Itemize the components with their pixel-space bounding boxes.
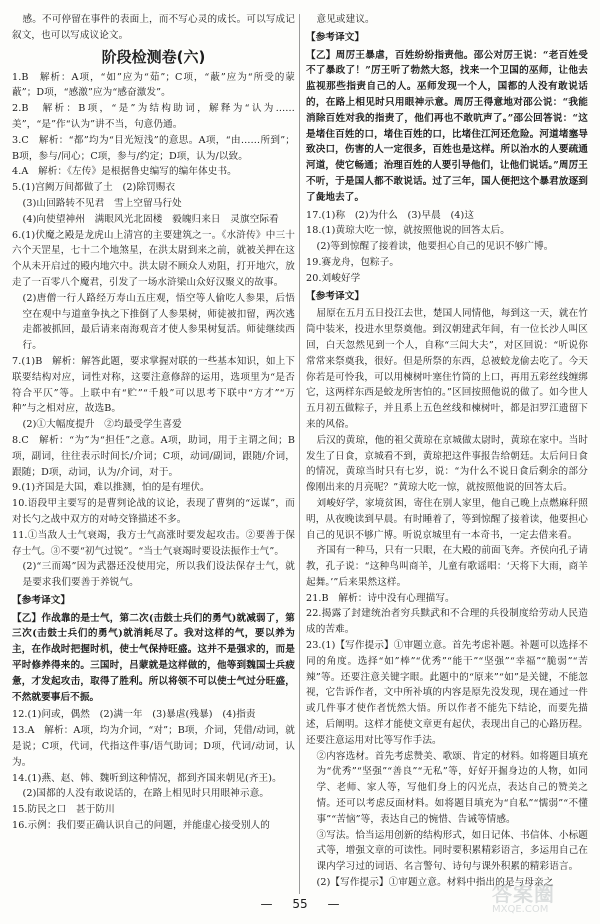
left-answer-line-18: 12.(1)问或，偶然 (2)满一年 (3)暴虐(残暴) (4)指责	[12, 709, 256, 721]
right-mid-line-7: 后汉的黄琼，他的祖父黄琼在京城做太尉时，黄琼在家中。当时发生了日食，京城看不到，黄琼把这件事报告给朝廷。太后问日食的情况，黄琼当时只有七岁，说：“为什么不说日食后剩余的部分像刚出来的月亮呢？”黄琼大吃一惊，就按照他说的回答太后。	[306, 434, 588, 494]
right-mid-line-3: 19.赛龙舟，包粽子。	[306, 256, 400, 268]
left-answer-line-2: 3.C 解析：“都”均为“目光短浅”的意思。A项，“由……所到”；B项，参与/同心；C项，参与/约定；D项，认为/以致。	[12, 134, 295, 162]
left-answer-line-23: 16.示例：我们要正确认识自己的问题，并能虚心接受别人的	[12, 820, 270, 832]
left-answer-line-3: 4.A 解析：《左传》是根据鲁史编写的编年体史书。	[12, 166, 237, 178]
left-answer-line-16: 【参考译文】	[12, 594, 71, 606]
right-bottom-list	[306, 591, 588, 891]
watermark-text: 答案圈	[492, 882, 555, 906]
left-answer-line-9: 7.(1)B 解析：解答此题，要求掌握对联的一些基本知识，如上下联要结构对应，词性对称，这要注意修辞的运用，选项里为“是否符合平仄”等。上联中有“贮”“千般”可以思考下联中“方才”“万种”与之相对应，故选B。	[12, 355, 295, 415]
right-mid-line-6: 屈原在五月五日投江去世，楚国人同情他，每到这一天，就在竹筒中装米，投进水里祭奠他。到汉朝建武年间，有一位长沙人叫区回，白天忽然见到一个人，自称“三闾大夫”，对区回说：“听说你常常来祭奠我，很好。但是所祭的东西，总被蛟龙偷去吃了。今天你若是可怜我，可以用楝树叶塞住竹筒的上口，再用五彩丝线缠绑它，这两样东西是蛟龙所害怕的。”区回按照他说的做了。如今世人五月初五做粽子，并且系上五色丝线和楝树叶，都是汩罗江遗留下来的风俗。	[306, 308, 588, 430]
left-answer-line-21: (2)国都的人没有敢说话的，在路上相见时只用眼神示意。	[22, 788, 270, 800]
left-answer-line-22: 15.防民之口 甚于防川	[12, 804, 115, 816]
right-mid-line-1: 18.(1)黄琼大吃一惊，就按照他说的回答太后。	[306, 225, 510, 237]
right-bottom-line-0: 21.B 解析：诗中没有心理描写。	[306, 592, 455, 604]
watermark-url: MXQE.COM	[492, 904, 549, 915]
dash-right: —	[327, 897, 340, 911]
left-answer-line-11: 8.C 解析：“为”为“担任”之意。A项，助词，用于主谓之间；B项，副词，往往表示时间长/介词；C项，动词/副词，跟随/介词，跟随；D项，动词，认为/介词，对于。	[12, 434, 295, 478]
right-mid-line-0: 17.(1)称 (2)为什么 (3)早晨 (4)这	[306, 209, 475, 221]
left-answer-line-7: 6.(1)伏魔之殿是龙虎山上清宫的主要建筑之一。《水浒传》中三十六个天罡星，七十二个地煞星，在洪太尉到来之前，就被关押在这个从未开启过的殿内地穴中。洪太尉不顾众人劝阻，打开地穴，放走了一百零八个魔君，引发了一场水浒梁山众好汉聚义的故事。	[12, 229, 295, 288]
right-top-line-0: 意见或建议。	[316, 14, 375, 25]
left-answer-line-20: 14.(1)燕、赵、韩、魏听到这种情况，都到齐国来朝见(齐王)。	[12, 772, 282, 784]
right-top-line-1: 【参考译文】	[306, 31, 365, 43]
left-answer-line-19: 13.A 解析：A项，均为介词，“对”；B项，介词，凭借/动词，就是说；C项，代词，代指这件事/语气助词；D项，代词/动词，认为。	[12, 725, 295, 768]
left-answer-line-8: (2)唐僧一行人路经万寿山五庄观，悟空等人偷吃人参果，后悟空在观中与道童争执之下推倒了人参果树，师徒被扣留，两次逃走都被抓回，最后请来南海观音才使人参果树复活。师徒继续西行。	[22, 292, 295, 352]
left-answer-line-5: (3)山回路转不见君 雪上空留马行处	[22, 197, 182, 209]
right-bottom-line-2: 23.(1)【写作提示】①审题立意。首先考虑补题。补题可以选择不同的角度。选择“如”棒”“优秀”“能干”“坚强”“幸福”“脆弱”“苦辣”等。还要注意关键字眼。此题中的“原来”“如”是关键，不能忽视，它告诉作者，文中所补填的内容是原先没发现，现在通过一件或几件事才使作者恍然大悟。所以作者不能先下结论，而要先描述，后阐明。这样才能使文章更有起伏，表现出自己的心路历程。还要注意运用对比等写作手法。	[306, 640, 588, 746]
left-answer-line-6: (4)向使望神州 满眼风光北固楼 毅魄归来日 灵旗空际看	[22, 213, 279, 225]
left-answer-line-0: 1.B 解析：A项，“如”应为“茹”；C项，“蔽”应为“所受的蒙蔽”；D项，“感激”应为“感奋激发”。	[12, 71, 295, 99]
dash-left: —	[260, 897, 273, 911]
right-mid-line-5: 【参考译文】	[306, 290, 365, 302]
right-mid-line-8: 刘峻好学，家境贫困，寄住在别人家里，他自己晚上点燃麻秆照明，从夜晚读到早晨。有时睡着了，等到惊醒了接着读，他要担心自己的见识不够广博。听说京城里有一本奇书，一定去借来看。	[306, 497, 588, 541]
intro-paragraph: 感。不可停留在事件的表面上，而不写心灵的成长。可以写成记叙文，也可以写成议论文。	[12, 14, 295, 41]
right-top-line-2: 【乙】周厉王暴虐，百姓纷纷指责他。邵公对厉王说：“老百姓受不了暴政了！”厉王听了勃然大怒，找来一个卫国的巫师，让他去监视那些指责自己的人。巫师发现一个人，国都的人没有敢说话的，在路上相见时只用眼神示意。周厉王得意地对邵公说：“我能消除百姓对我的指责了，他们再也不敢吭声了。”邵公回答说：“这是堵住百姓的口，堵住百姓的口，比堵住江河还危险。河道堵塞导致决口，伤害的人一定很多，百姓也是这样。所以治水的人要疏通河道，使它畅通；治理百姓的人要引导他们，让他们说话。”周厉王不听，于是国人都不敢说话。过了三年，国人便把这个暴君放逐到了彘地去了。	[306, 49, 588, 203]
right-mid-list	[306, 208, 588, 591]
right-mid-line-9: 齐国有一种马，只有一只眼，在大殿的前面飞奔。齐侯向孔子请教，孔子说：“这种鸟叫商羊，儿童有歌谣唱：‘天将下大雨，商羊起舞。’”后来果然这样。	[306, 545, 588, 588]
right-bottom-line-5: (2)【写作提示】①审题立意。材料中指出的是与母亲之	[316, 877, 554, 889]
left-answer-line-13: 10.语段甲主要写的是曹刿论战的议论，表现了曹刿的“远谋”，而对长勺之战中双方的对峙交锋描述不多。	[12, 498, 295, 525]
right-bottom-line-3: ②内容选材。首先考虑赞美、歌颂、肯定的材料。如将题目填充为“优秀”“坚强”“善良”“无私”等，好好开掘身边的人物，如同学、老师、家人等，写他们身上的闪光点，表达自己的赞美之情。还可以考虑反面材料。如将题目填充为“自私”“懦弱”“不懂事”“苦恼”等，表达自己的惋惜、告诫等情感。	[316, 750, 588, 825]
left-answer-list	[12, 70, 295, 834]
right-mid-line-4: 20.刘峻好学	[306, 272, 361, 284]
page-number: 55	[292, 897, 308, 911]
section-title: 阶段检测卷(六)	[101, 47, 206, 66]
left-answer-line-4: 5.(1)宫阙万间都做了土 (2)除罚赐衣	[12, 182, 176, 194]
left-answer-line-1: 2.B 解析：B项，“是”为结构助词，解释为“认为……美”，“是”作“认为”讲不当，句意仍通。	[12, 103, 295, 130]
left-answer-line-17: 【乙】作战靠的是士气，第二次(击鼓士兵们的勇气)就减弱了，第三次(击鼓士兵们的勇气)就消耗尽了。我对这样的气，要以养为主，在作战时把握时机，使士气保持旺盛。这并不是强求的，而是平时修养得来的。三国时，吕蒙就是这样做的，他等到魏国士兵疲惫，才发起攻击，取得了胜利。所以将领不可以使士气过分旺盛，不然就要事后不振。	[12, 612, 295, 703]
left-column	[12, 12, 295, 834]
right-column	[306, 12, 588, 891]
right-bottom-line-1: 22.揭露了封建统治者穷兵黩武和不合理的兵役制度给劳动人民造成的苦难。	[306, 608, 588, 636]
watermark-logo	[492, 878, 592, 916]
left-answer-line-12: 9.(1)齐国是大国，难以推测，怕的是有埋伏。	[12, 482, 210, 494]
left-answer-line-14: 11.①当敌人士气衰竭，我方士气高涨时要发起攻击。②要善于保存士气。③不要“初气过锐”。“当士气衰竭时要设法振作士气”。	[12, 529, 295, 557]
right-bottom-line-4: ③写法。恰当运用创新的结构形式，如日记体、书信体、小标题式等，增强文章的可读性。同时要积累精彩语言，多运用自己在课内学习过的词语、名言警句、诗句与课外积累的精彩语言。	[316, 829, 588, 873]
column-divider	[299, 14, 300, 894]
right-top-list	[306, 12, 588, 206]
left-answer-line-10: (2)①大幅度提升 ②均最受学生喜爱	[22, 419, 182, 431]
right-mid-line-2: (2)等到惊醒了接着读，他要担心自己的见识不够广博。	[316, 241, 554, 253]
left-answer-line-15: (2)“三而竭”因为武器还没使用完，所以我们设法保存士气，就是要求我们要善于养锐气。	[22, 561, 295, 589]
